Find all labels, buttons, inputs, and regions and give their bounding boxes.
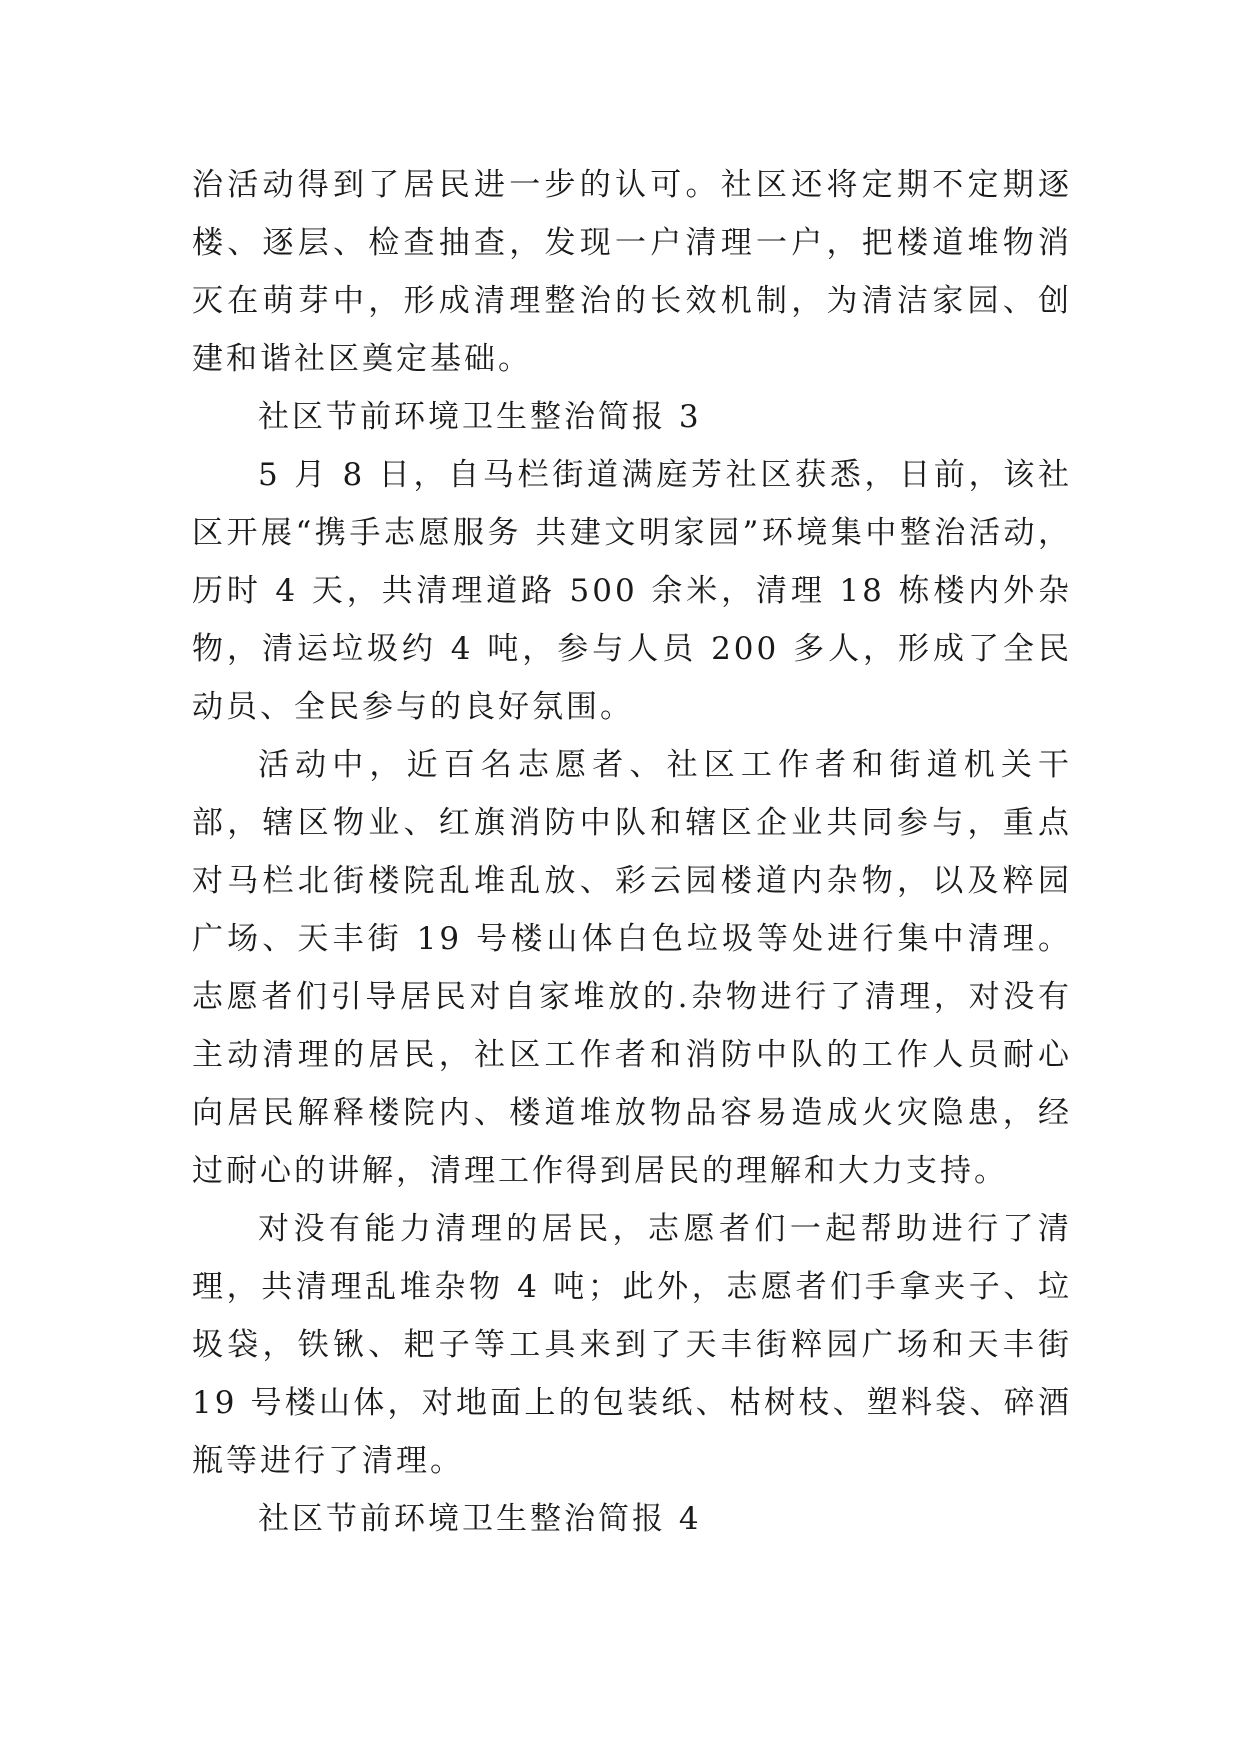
paragraph-activity-details: 活动中，近百名志愿者、社区工作者和街道机关干部，辖区物业、红旗消防中队和辖区企业共同参与，重点对马栏北街楼院乱堆乱放、彩云园楼道内杂物，以及粹园广场、天丰街 19 号楼山体白色垃圾等处进行集中清理。志愿者们引导居民对自家堆放的.杂物进行了清理，对没有主动清理的居民，社区工作者和消防中队的工作人员耐心向居民解释楼院内、楼道堆放物品容易造成火灾隐患，经过耐心的讲解，清理工作得到居民的理解和大力支持。 — [192, 747, 1072, 1189]
document-body — [192, 156, 1072, 1548]
section-heading-4: 社区节前环境卫生整治简报 4 — [258, 1501, 702, 1537]
paragraph-continuation: 治活动得到了居民进一步的认可。社区还将定期不定期逐楼、逐层、检查抽查，发现一户清理一户，把楼道堆物消灭在萌芽中，形成清理整治的长效机制，为清洁家园、创建和谐社区奠定基础。 — [192, 167, 1072, 377]
paragraph-event-summary: 5 月 8 日，自马栏街道满庭芳社区获悉，日前，该社区开展“携手志愿服务 共建文明家园”环境集中整治活动，历时 4 天，共清理道路 500 余米，清理 18 栋楼内外杂物，清运垃圾约 4 吨，参与人员 200 多人，形成了全民动员、全民参与的良好氛围。 — [192, 457, 1072, 725]
section-heading-3: 社区节前环境卫生整治简报 3 — [258, 399, 702, 435]
paragraph-volunteer-help: 对没有能力清理的居民，志愿者们一起帮助进行了清理，共清理乱堆杂物 4 吨；此外，志愿者们手拿夹子、垃圾袋，铁锹、耙子等工具来到了天丰街粹园广场和天丰街 19 号楼山体，对地面上的包装纸、枯树枝、塑料袋、碎酒瓶等进行了清理。 — [192, 1211, 1072, 1479]
